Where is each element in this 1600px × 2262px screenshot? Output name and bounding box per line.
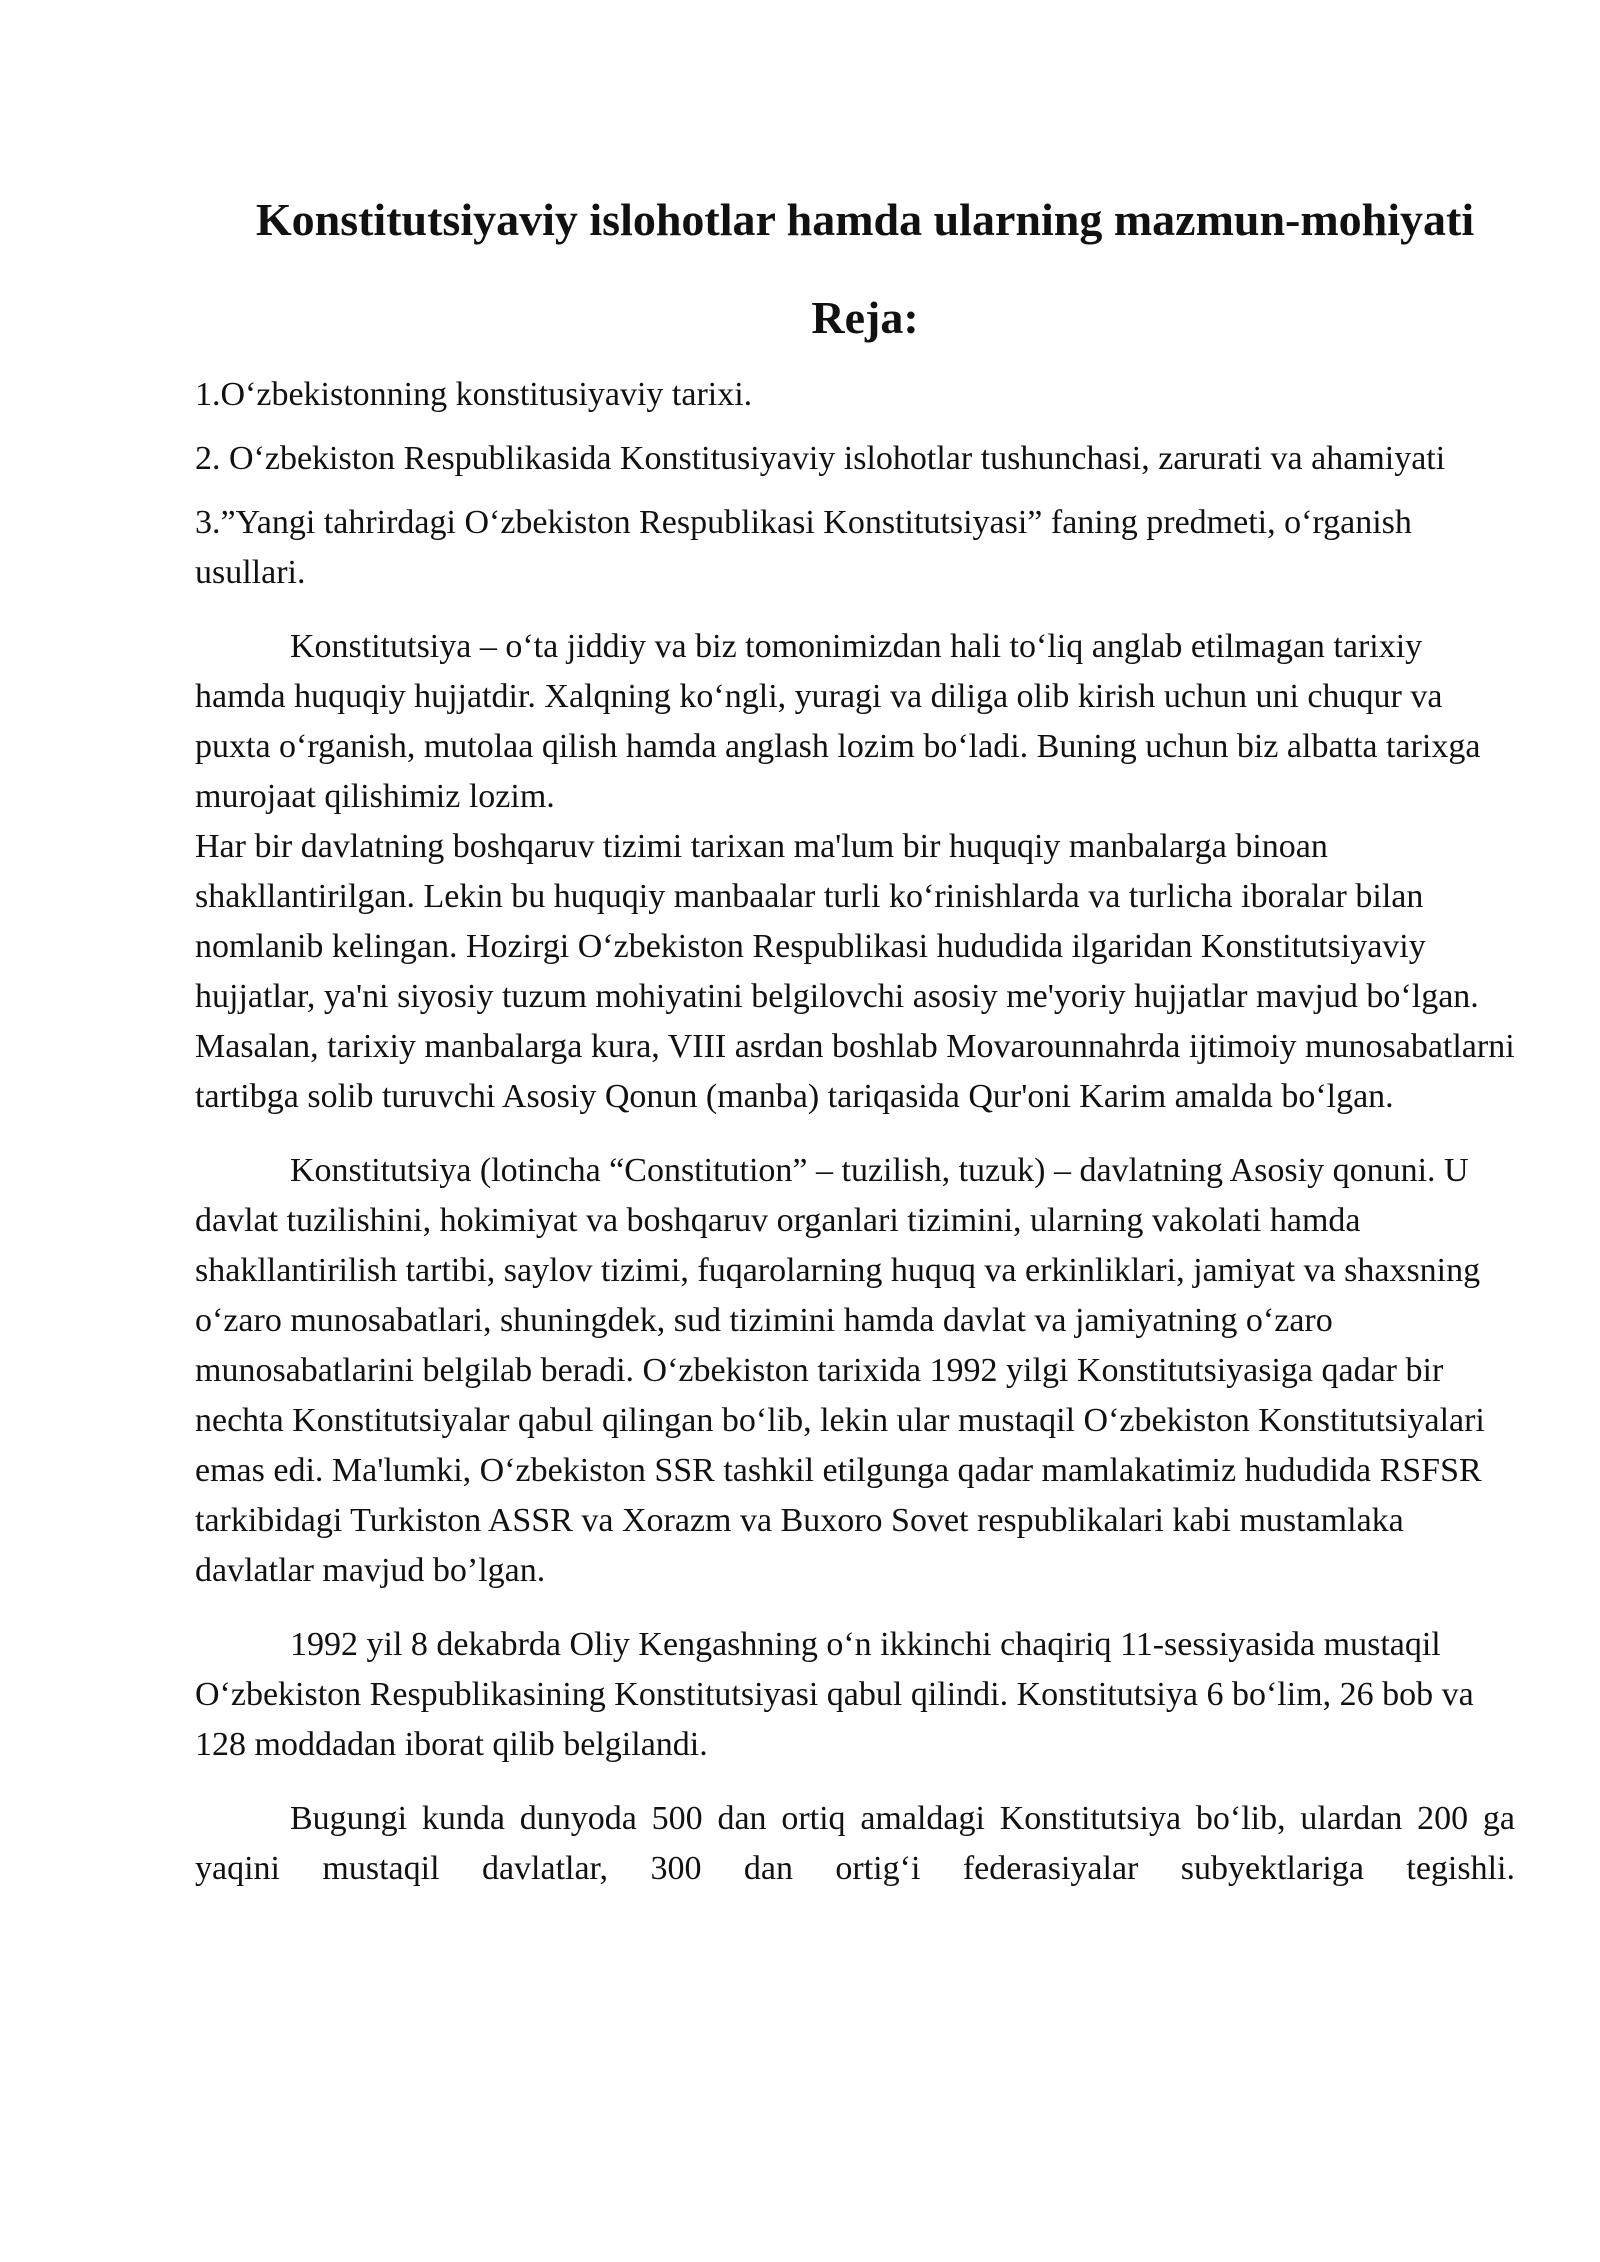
paragraph-5: Bugungi kunda dunyoda 500 dan ortiq amaldagi Konstitutsiya bo‘lib, ulardan 200 ga yaqini mustaqil davlatlar, 300 dan ortig‘i federasiyalar subyektlariga tegishli.	[195, 1800, 1515, 1887]
plan-item-2: 2. O‘zbekiston Respublikasida Konstitusiyaviy islohotlar tushunchasi, zarurati va ahamiyati	[195, 440, 1446, 477]
plan-item-3: 3.”Yangi tahrirdagi O‘zbekiston Respublikasi Konstitutsiyasi” faning predmeti, o‘rganish usullari.	[195, 504, 1412, 591]
paragraph-1: Konstitutsiya – o‘ta jiddiy va biz tomonimizdan hali to‘liq anglab etilmagan tarixiy hamda huquqiy hujjatdir. Xalqning ko‘ngli, yuragi va diliga olib kirish uchun uni chuqur va puxta o‘rganish, mutolaa qilish hamda anglash lozim bo‘ladi. Buning uchun biz albatta tarixga murojaat qilishimiz lozim.	[195, 628, 1481, 815]
body-text	[195, 622, 1515, 1894]
paragraph-3: Konstitutsiya (lotincha “Constitution” – tuzilish, tuzuk) – davlatning Asosiy qonuni. U davlat tuzilishini, hokimiyat va boshqaruv organlari tizimini, ularning vakolati hamda shakllantirilish tartibi, saylov tizimi, fuqarolarning huquq va erkinliklari, jamiyat va shaxsning o‘zaro munosabatlari, shuningdek, sud tizimini hamda davlat va jamiyatning o‘zaro munosabatlarini belgilab beradi. O‘zbekiston tarixida 1992 yilgi Konstitutsiyasiga qadar bir nechta Konstitutsiyalar qabul qilingan bo‘lib, lekin ular mustaqil O‘zbekiston Konstitutsiyalari emas edi. Ma'lumki, O‘zbekiston SSR tashkil etilgunga qadar mamlakatimiz hududida RSFSR tarkibidagi Turkiston ASSR va Xorazm va Buxoro Sovet respublikalari kabi mustamlaka davlatlar mavjud bo’lgan.	[195, 1152, 1485, 1589]
plan-list	[195, 370, 1515, 598]
paragraph-4: 1992 yil 8 dekabrda Oliy Kengashning o‘n ikkinchi chaqiriq 11-sessiyasida mustaqil O‘zbekiston Respublikasining Konstitutsiyasi qabul qilindi. Konstitutsiya 6 bo‘lim, 26 bob va 128 moddadan iborat qilib belgilandi.	[195, 1626, 1474, 1763]
plan-heading: Reja:	[811, 292, 919, 343]
document-title: Konstitutsiyaviy islohotlar hamda ularning mazmun-mohiyati	[255, 194, 1475, 245]
paragraph-2: Har bir davlatning boshqaruv tizimi tarixan ma'lum bir huquqiy manbalarga binoan shakllantirilgan. Lekin bu huquqiy manbaalar turli ko‘rinishlarda va turlicha iboralar bilan nomlanib kelingan. Hozirgi O‘zbekiston Respublikasi hududida ilgaridan Konstitutsiyaviy hujjatlar, ya'ni siyosiy tuzum mohiyatini belgilovchi asosiy me'yoriy hujjatlar mavjud bo‘lgan. Masalan, tarixiy manbalarga kura, VIII asrdan boshlab Movarounnahrda ijtimoiy munosabatlarni tartibga solib turuvchi Asosiy Qonun (manba) tariqasida Qur'oni Karim amalda bo‘lgan.	[195, 828, 1515, 1115]
plan-item-1: 1.O‘zbekistonning konstitusiyaviy tarixi.	[195, 376, 753, 413]
document-page	[195, 190, 1515, 1918]
